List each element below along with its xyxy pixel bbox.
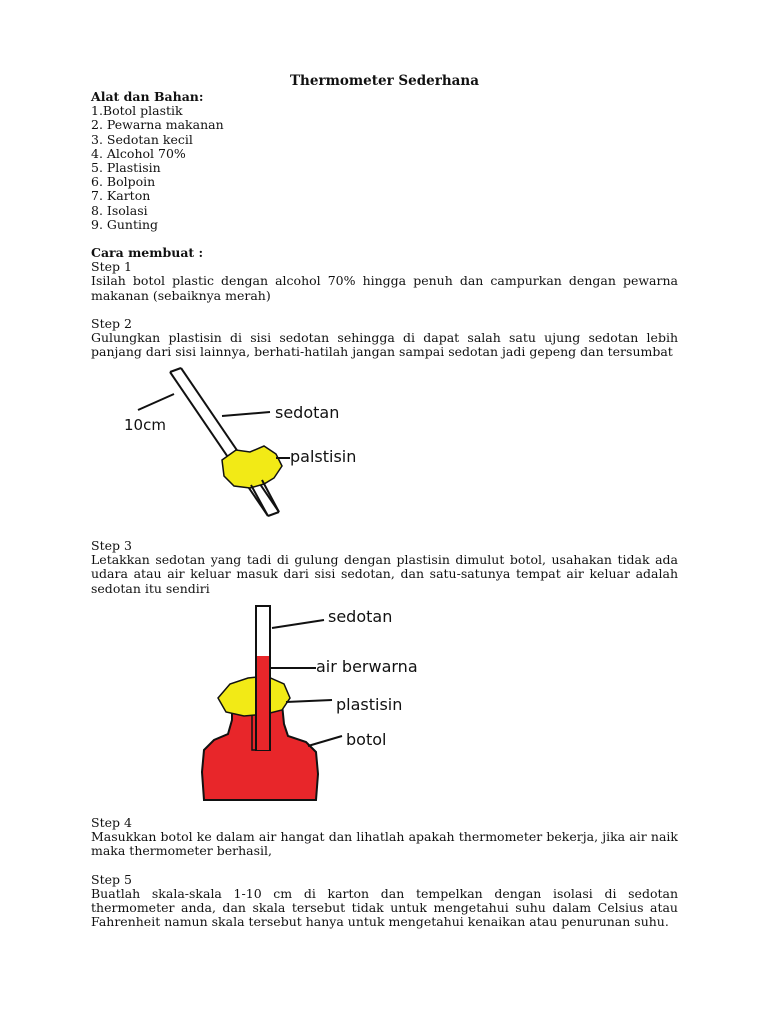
list-item: 3. Sedotan kecil bbox=[91, 131, 193, 147]
method-heading: Cara membuat : bbox=[91, 245, 204, 261]
length-label: 10cm bbox=[124, 416, 166, 434]
step-2-label: Step 2 bbox=[91, 315, 132, 331]
straw-plasticine-figure bbox=[118, 362, 378, 524]
tools-list bbox=[91, 104, 678, 232]
list-item: 4. Alcohol 70% bbox=[91, 145, 186, 161]
step-1-text: Isilah botol plastic dengan alcohol 70% hingga penuh dan campurkan dengan pewarna makanan (sebaiknya merah) bbox=[91, 273, 678, 303]
list-item: 8. Isolasi bbox=[91, 202, 148, 218]
bottle-label: botol bbox=[346, 730, 387, 749]
step-1-label: Step 1 bbox=[91, 259, 132, 275]
straw-label: sedotan bbox=[275, 403, 340, 422]
liquid-label: air berwarna bbox=[316, 657, 418, 676]
list-item: 9. Gunting bbox=[91, 216, 159, 232]
straw-illustration bbox=[170, 368, 279, 516]
step-5-text: Buatlah skala-skala 1-10 cm di karton dan tempelkan dengan isolasi di sedotan thermometer anda, dan skala tersebut tidak untuk mengetahui suhu dalam Celsius atau Fahrenheit namun skala tersebut hanya untuk mengetahui kenaikan atau penurunan suhu. bbox=[91, 885, 678, 930]
straw-illustration bbox=[256, 606, 270, 750]
plasticine-blob bbox=[222, 446, 282, 488]
straw-leader-line bbox=[222, 412, 270, 416]
document-page-bottom bbox=[91, 816, 678, 929]
clay-label: plastisin bbox=[336, 695, 403, 714]
list-item: 1.Botol plastik bbox=[91, 103, 183, 119]
list-item: 6. Bolpoin bbox=[91, 174, 156, 190]
list-item: 7. Karton bbox=[91, 188, 151, 204]
list-item: 2. Pewarna makanan bbox=[91, 117, 224, 133]
document-page bbox=[91, 73, 678, 359]
plasticine-blob bbox=[218, 676, 290, 716]
document-page-middle bbox=[91, 539, 678, 596]
step-3-text: Letakkan sedotan yang tadi di gulung dengan plastisin dimulut botol, usahakan tidak ada udara atau air keluar masuk dari sisi sedotan, dan satu-satunya tempat air keluar adalah sedotan itu sendiri bbox=[91, 552, 678, 596]
tools-heading: Alat dan Bahan: bbox=[91, 89, 204, 104]
step-2-text: Gulungkan plastisin di sisi sedotan sehingga di dapat salah satu ujung sedotan lebih panjang dari sisi lainnya, berhati-hatilah jangan sampai sedotan jadi gepeng dan tersumbat bbox=[91, 330, 678, 360]
clay-label: palstisin bbox=[290, 447, 357, 466]
step-5-label: Step 5 bbox=[91, 871, 132, 887]
step-3-label: Step 3 bbox=[91, 538, 132, 553]
document-title: Thermometer Sederhana bbox=[290, 73, 479, 89]
bottle-thermometer-figure bbox=[196, 600, 456, 804]
length-leader-line bbox=[138, 394, 174, 410]
step-4-text: Masukkan botol ke dalam air hangat dan lihatlah apakah thermometer bekerja, jika air naik maka thermometer berhasil, bbox=[91, 829, 678, 859]
straw-label: sedotan bbox=[328, 607, 393, 626]
list-item: 5. Plastisin bbox=[91, 160, 161, 176]
step-4-label: Step 4 bbox=[91, 815, 132, 830]
